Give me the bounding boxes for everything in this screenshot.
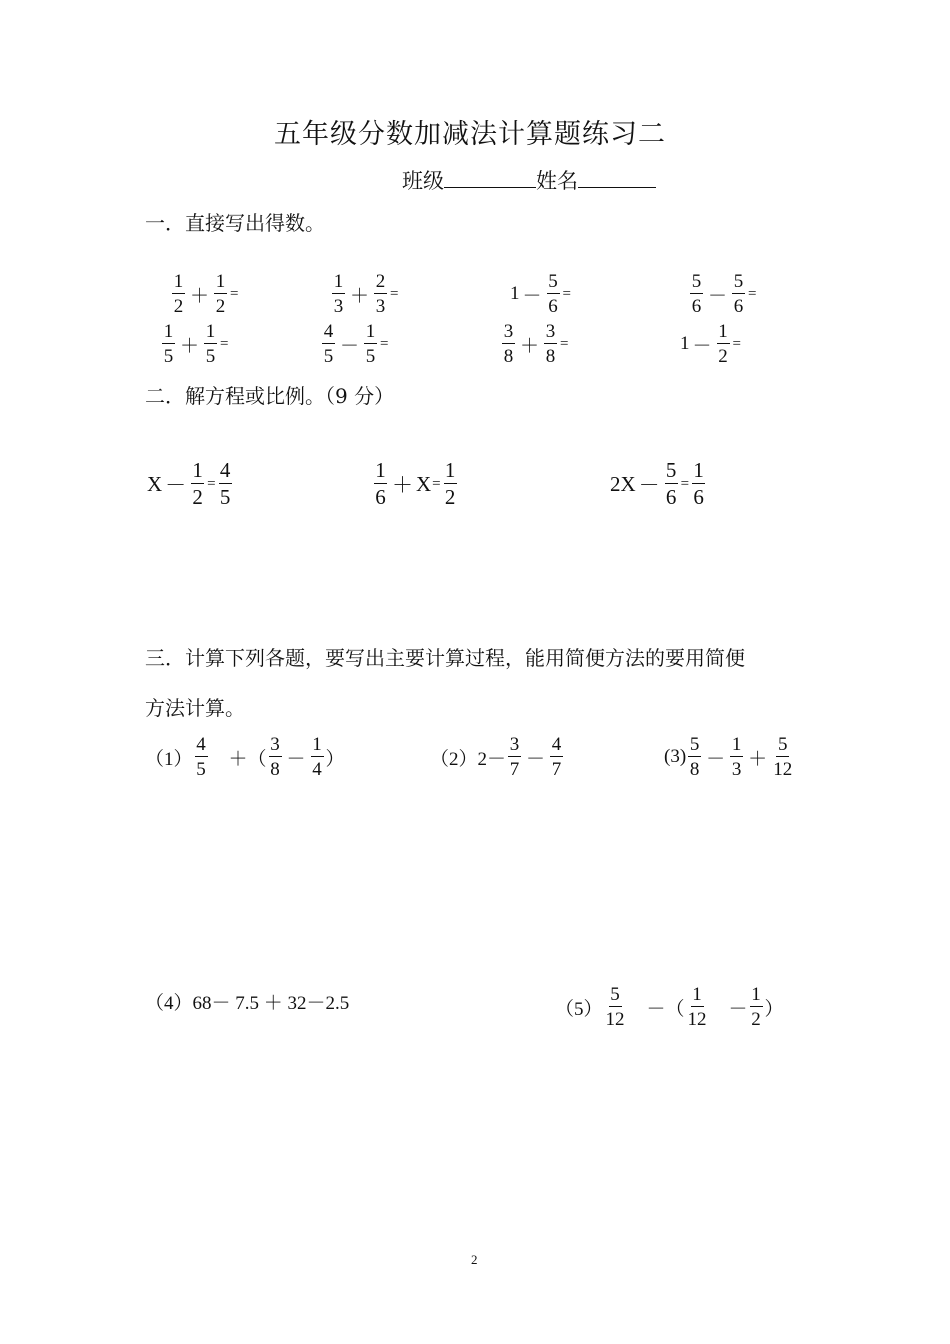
denominator: 5 [219, 485, 231, 509]
operator: ＋ [350, 285, 370, 307]
denominator: 3 [731, 759, 742, 780]
section2-heading: 二．解方程或比例。（9 分） [145, 384, 395, 408]
operator: － [708, 285, 728, 307]
expression-text: （1） [145, 748, 193, 770]
fraction [269, 735, 282, 779]
numerator: 1 [365, 321, 376, 342]
fraction [191, 460, 204, 508]
numerator: 1 [731, 734, 742, 755]
denominator: 12 [605, 1009, 625, 1030]
equals-sign: = [748, 285, 757, 302]
operator: － [706, 748, 726, 770]
numerator: 3 [545, 321, 556, 342]
s1-item-8 [680, 322, 742, 366]
denominator: 5 [365, 346, 376, 367]
s3-item-4 [145, 988, 349, 1015]
denominator: 2 [718, 346, 728, 367]
denominator: 8 [689, 759, 700, 780]
s3-item-3 [664, 735, 795, 779]
expression-text: ） [325, 748, 345, 770]
fraction [364, 322, 377, 366]
s1-item-4 [688, 272, 757, 316]
numerator: 5 [689, 734, 700, 755]
fraction [219, 460, 232, 508]
expression-text: ＋（ [209, 748, 267, 770]
denominator: 5 [323, 346, 334, 367]
fraction [502, 322, 515, 366]
fraction [750, 985, 763, 1029]
fraction [692, 460, 705, 508]
numerator: 1 [692, 984, 702, 1005]
numerator: 3 [509, 734, 520, 755]
expression-text: 1 [510, 283, 520, 304]
denominator: 6 [375, 485, 386, 509]
numerator: 4 [551, 734, 562, 755]
denominator: 2 [751, 1009, 761, 1030]
denominator: 6 [665, 485, 677, 509]
operator: ＋ [392, 473, 413, 497]
equals-sign: = [432, 475, 441, 492]
page-title: 五年级分数加减法计算题练习二 [274, 119, 666, 150]
numerator: 4 [196, 734, 206, 755]
denominator: 3 [375, 296, 386, 317]
denominator: 2 [444, 485, 456, 509]
numerator: 1 [375, 458, 386, 482]
equals-sign: = [562, 285, 571, 302]
expression-text: （4）68－ 7.5 ＋ 32－2.5 [145, 993, 350, 1014]
s1-item-3 [510, 272, 572, 316]
fraction [311, 735, 324, 779]
expression-text: (3) [664, 746, 687, 767]
numerator: 1 [751, 984, 761, 1005]
fraction [214, 272, 227, 316]
s1-item-7 [500, 322, 569, 366]
fraction [172, 272, 185, 316]
numerator: 4 [323, 321, 334, 342]
denominator: 3 [333, 296, 344, 317]
expression-text: －（ [627, 998, 685, 1020]
numerator: 1 [693, 458, 704, 482]
fraction [547, 272, 560, 316]
operator: ＋ [748, 748, 768, 770]
s2-item-2 [372, 460, 459, 508]
fraction [195, 735, 208, 779]
denominator: 4 [312, 759, 322, 780]
section1-heading: 一．直接写出得数。 [145, 211, 325, 235]
expression-text: （2）2－ [430, 748, 507, 770]
fraction [162, 322, 175, 366]
denominator: 12 [773, 759, 793, 780]
fraction [508, 735, 521, 779]
numerator: 4 [219, 458, 231, 482]
operator: ＋ [190, 285, 210, 307]
denominator: 12 [687, 1009, 707, 1030]
operator: － [165, 473, 187, 497]
fraction [374, 272, 387, 316]
fraction [605, 985, 626, 1029]
s3-item-1 [145, 735, 345, 779]
denominator: 6 [548, 296, 558, 317]
denominator: 8 [545, 346, 556, 367]
fraction [544, 322, 557, 366]
denominator: 2 [215, 296, 226, 317]
fraction [550, 735, 563, 779]
denominator: 2 [192, 485, 203, 509]
numerator: 1 [333, 271, 344, 292]
expression-text: 2X [610, 471, 636, 496]
s1-item-5 [160, 322, 229, 366]
operator: ＋ [180, 335, 200, 357]
class-label: 班级 [402, 169, 444, 193]
equals-sign: = [390, 285, 399, 302]
numerator: 5 [665, 458, 677, 482]
numerator: 2 [375, 271, 386, 292]
operator: － [340, 335, 360, 357]
numerator: 5 [733, 271, 744, 292]
fraction [687, 985, 708, 1029]
fraction [444, 460, 457, 508]
expression-text: 1 [680, 333, 690, 354]
section3-heading-line1: 三．计算下列各题，要写出主要计算过程，能用简便方法的要用简便 [145, 646, 745, 670]
numerator: 1 [163, 321, 174, 342]
operator: － [526, 748, 546, 770]
numerator: 5 [777, 734, 788, 755]
fraction [730, 735, 743, 779]
fraction [322, 322, 335, 366]
section3-heading-line2: 方法计算。 [145, 696, 245, 720]
denominator: 2 [173, 296, 184, 317]
fraction [690, 272, 703, 316]
numerator: 5 [691, 271, 702, 292]
expression-text: （5） [555, 998, 603, 1020]
numerator: 1 [192, 458, 203, 482]
numerator: 5 [548, 271, 558, 292]
page-number: 2 [471, 1252, 478, 1267]
fraction [717, 322, 730, 366]
fraction [332, 272, 345, 316]
equals-sign: = [230, 285, 239, 302]
numerator: 1 [718, 321, 728, 342]
fraction [772, 735, 793, 779]
name-label: 姓名 [536, 169, 578, 193]
class-name-line [402, 165, 656, 195]
operator: － [692, 335, 712, 357]
s1-item-6 [320, 322, 389, 366]
numerator: 3 [270, 734, 280, 755]
equals-sign: = [207, 475, 216, 492]
denominator: 5 [163, 346, 174, 367]
denominator: 6 [691, 296, 702, 317]
s3-item-5 [555, 985, 784, 1029]
equals-sign: = [560, 335, 569, 352]
numerator: 3 [503, 321, 514, 342]
s1-item-2 [330, 272, 399, 316]
s3-item-2 [430, 735, 565, 779]
equals-sign: = [680, 475, 690, 492]
expression-text: － [709, 998, 748, 1020]
fraction [665, 460, 678, 508]
operator: ＋ [520, 335, 540, 357]
numerator: 1 [173, 271, 184, 292]
numerator: 5 [610, 984, 620, 1005]
fraction [732, 272, 745, 316]
operator: － [286, 748, 306, 770]
denominator: 5 [196, 759, 206, 780]
denominator: 8 [503, 346, 514, 367]
denominator: 8 [270, 759, 280, 780]
numerator: 1 [444, 458, 456, 482]
numerator: 1 [215, 271, 226, 292]
denominator: 5 [205, 346, 216, 367]
name-blank[interactable] [578, 167, 656, 188]
class-blank[interactable] [444, 167, 536, 188]
equals-sign: = [220, 335, 229, 352]
expression-text: X [147, 471, 163, 496]
expression-text: ） [764, 998, 784, 1020]
fraction [204, 322, 217, 366]
s2-item-3 [610, 460, 707, 508]
denominator: 7 [551, 759, 562, 780]
equals-sign: = [380, 335, 389, 352]
operator: － [522, 285, 542, 307]
expression-text: X [416, 471, 432, 496]
fraction [688, 735, 701, 779]
operator: － [638, 473, 660, 497]
s1-item-1 [170, 272, 239, 316]
s2-item-1 [147, 460, 234, 508]
numerator: 1 [312, 734, 322, 755]
denominator: 7 [509, 759, 520, 780]
equals-sign: = [732, 335, 741, 352]
denominator: 6 [733, 296, 744, 317]
numerator: 1 [205, 321, 216, 342]
fraction [374, 460, 387, 508]
denominator: 6 [693, 485, 704, 509]
